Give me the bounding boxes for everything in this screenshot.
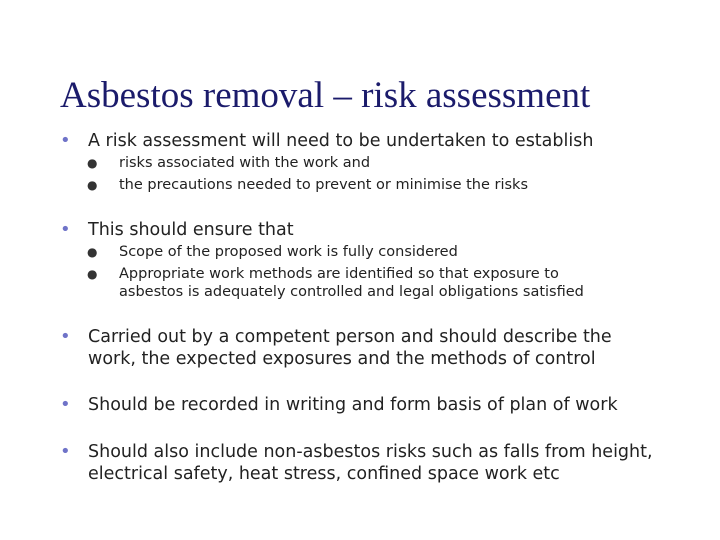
bullet-text: Carried out by a competent person and should describe the work, the expected exposures and the methods of control: [88, 327, 612, 369]
sub-bullet-text: Appropriate work methods are identified so that exposure to asbestos is adequately controlled and legal obligations satisfied: [119, 266, 584, 300]
sub-bullet-item: [87, 176, 647, 194]
bullet-item: [60, 394, 670, 416]
sub-bullet-text: risks associated with the work and: [119, 155, 371, 171]
bullet-text: Should be recorded in writing and form basis of plan of work: [88, 395, 618, 415]
bullet-dot-icon: •: [60, 130, 71, 151]
sub-bullet-dot-icon: ●: [87, 178, 98, 192]
bullet-dot-icon: •: [60, 326, 71, 347]
sub-bullet-dot-icon: ●: [87, 156, 98, 170]
bullet-item: [60, 441, 675, 485]
sub-bullet-text: Scope of the proposed work is fully considered: [119, 244, 458, 260]
bullet-dot-icon: •: [60, 394, 71, 415]
slide-title: Asbestos removal – risk assessment: [60, 75, 591, 116]
sub-bullet-item: [87, 265, 627, 301]
bullet-text: A risk assessment will need to be undertaken to establish: [88, 131, 594, 151]
sub-bullet-item: [87, 154, 647, 172]
sub-bullet-dot-icon: ●: [87, 267, 98, 281]
sub-bullet-text: the precautions needed to prevent or minimise the risks: [119, 177, 529, 193]
bullet-dot-icon: •: [60, 441, 71, 462]
bullet-item: [60, 219, 670, 241]
bullet-dot-icon: •: [60, 219, 71, 240]
sub-bullet-dot-icon: ●: [87, 245, 98, 259]
bullet-text: Should also include non-asbestos risks such as falls from height, electrical safety, heat stress, confined space work etc: [88, 442, 653, 484]
bullet-text: This should ensure that: [88, 220, 294, 240]
bullet-item: [60, 326, 650, 370]
bullet-item: [60, 130, 670, 152]
sub-bullet-item: [87, 243, 647, 261]
